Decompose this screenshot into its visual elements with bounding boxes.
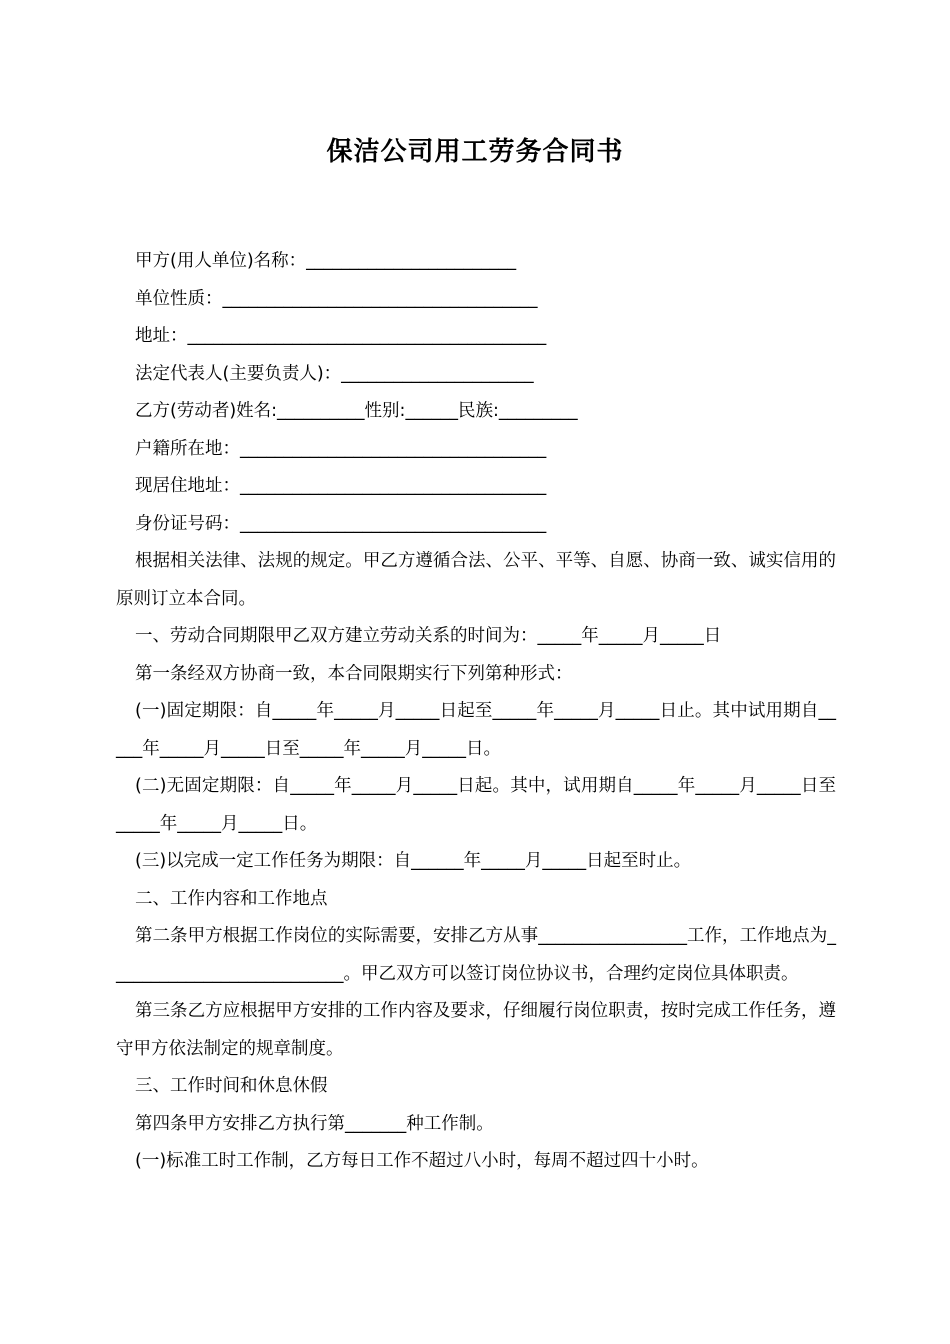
document-body xyxy=(116,243,836,1181)
article-1: 第一条经双方协商一致，本合同限期实行下列第种形式： xyxy=(135,663,573,684)
unit-nature-line: 单位性质：____________________________________ xyxy=(135,288,538,309)
id-number-line: 身份证号码：___________________________________ xyxy=(135,513,547,534)
section-3-heading: 三、工作时间和休息休假 xyxy=(135,1076,328,1096)
article-4-item-1: (一)标准工时工作制，乙方每日工作不超过八小时，每周不超过四十小时。 xyxy=(135,1151,709,1171)
article-1-item-3: (三)以完成一定工作任务为期限：自______年_____月_____日起至时止。 xyxy=(135,851,692,871)
address-line: 地址：_________________________________________ xyxy=(135,326,547,346)
article-4: 第四条甲方安排乙方执行第_______种工作制。 xyxy=(135,1113,494,1134)
article-2: 第二条甲方根据工作岗位的实际需要，安排乙方从事_________________工作，工作地点为___________________________。甲乙双方可以签订岗位协议书，合理约定岗位具体职责。 xyxy=(116,926,836,984)
section-2-heading: 二、工作内容和工作地点 xyxy=(135,888,328,909)
article-1-item-1: (一)固定期限：自_____年_____月_____日起至_____年_____月_____日止。其中试用期自_____年_____月_____日至_____年_____月_____日。 xyxy=(116,701,836,759)
party-b-name-line: 乙方(劳动者)姓名:__________性别:______民族:_________ xyxy=(135,401,578,421)
document-title: 保洁公司用工劳务合同书 xyxy=(326,137,624,167)
section-1-heading: 一、劳动合同期限甲乙双方建立劳动关系的时间为：_____年_____月_____日 xyxy=(135,626,722,646)
preamble-paragraph: 根据相关法律、法规的规定。甲乙方遵循合法、公平、平等、自愿、协商一致、诚实信用的原则订立本合同。 xyxy=(116,551,836,609)
article-1-item-2: (二)无固定期限：自_____年_____月_____日起。其中，试用期自_____年_____月_____日至_____年_____月_____日。 xyxy=(116,776,836,834)
article-3: 第三条乙方应根据甲方安排的工作内容及要求，仔细履行岗位职责，按时完成工作任务，遵守甲方依法制定的规章制度。 xyxy=(116,1001,836,1059)
legal-rep-line: 法定代表人(主要负责人)：______________________ xyxy=(135,363,534,384)
household-register-line: 户籍所在地：___________________________________ xyxy=(135,438,547,459)
current-address-line: 现居住地址：___________________________________ xyxy=(135,476,547,496)
party-a-name-line: 甲方(用人单位)名称：________________________ xyxy=(135,251,517,271)
